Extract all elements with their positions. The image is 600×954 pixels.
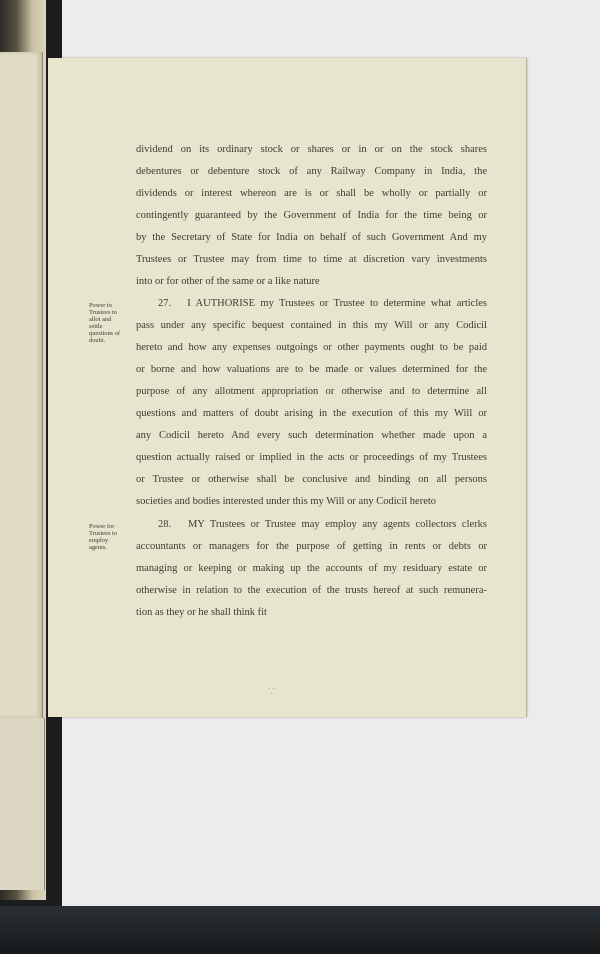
body-line: tion as they or he shall think fit bbox=[136, 607, 267, 618]
clause-lead-text: I AUTHORISE my Trustees or Trustee to determine what articles bbox=[187, 298, 488, 309]
body-line: managing or keeping or making up the accounts of my residuary estate or bbox=[136, 563, 487, 574]
clause-number: 27. bbox=[158, 298, 172, 309]
body-line: questions and matters of doubt arising in the execution of this my Will or bbox=[136, 408, 487, 419]
facing-page-lower bbox=[0, 718, 45, 890]
body-line: dividends or interest whereon are is or shall be wholly or partially or bbox=[136, 188, 487, 199]
clause-28-first-line bbox=[158, 519, 487, 531]
body-line: contingently guaranteed by the Government of India for the time being or bbox=[136, 210, 487, 221]
body-line: societies and bodies interested under this my Will or any Codicil hereto bbox=[136, 496, 437, 507]
body-line: Trustees or Trustee may from time to time at discretion vary investments bbox=[136, 254, 487, 265]
body-line: dividend on its ordinary stock or shares or in or on the stock shares bbox=[136, 144, 487, 155]
body-line: pass under any specific bequest contained in this my Will or any Codicil bbox=[136, 320, 487, 331]
body-line: by the Secretary of State for India on behalf of such Government And my bbox=[136, 232, 487, 243]
clause-lead-text: MY Trustees or Trustee may employ any agents collectors clerks bbox=[187, 519, 487, 530]
body-line: hereto and how any expenses outgoings or other payments ought to be paid bbox=[136, 342, 487, 353]
body-line: purpose of any allotment appropriation or otherwise and to determine all bbox=[136, 386, 487, 397]
clause-number: 28. bbox=[158, 519, 172, 530]
margin-note-clause-27: Power to Trustees to allot and settle questions of doubt. bbox=[89, 302, 121, 344]
body-line: into or for other of the same or a like nature bbox=[136, 276, 320, 287]
body-line: any Codicil hereto And every such determination whether made upon a bbox=[136, 430, 487, 441]
body-line: otherwise in relation to the execution of the trusts hereof at such remunera- bbox=[136, 585, 487, 596]
body-line: or borne and how valuations are to be made or values determined for the bbox=[136, 364, 487, 375]
margin-note-clause-28: Power for Trustees to employ agents. bbox=[89, 523, 117, 551]
clause-27-first-line bbox=[158, 298, 487, 310]
ink-blot: ⸪ bbox=[268, 687, 275, 696]
body-line: question actually raised or implied in the acts or proceedings of my Trustees bbox=[136, 452, 487, 463]
facing-page bbox=[0, 52, 43, 718]
body-line: debentures or debenture stock of any Railway Company in India, the bbox=[136, 166, 487, 177]
body-line: accountants or managers for the purpose of getting in rents or debts or bbox=[136, 541, 487, 552]
body-line: or Trustee or otherwise shall be conclusive and binding on all persons bbox=[136, 474, 487, 485]
book-binding-edge bbox=[0, 906, 600, 954]
